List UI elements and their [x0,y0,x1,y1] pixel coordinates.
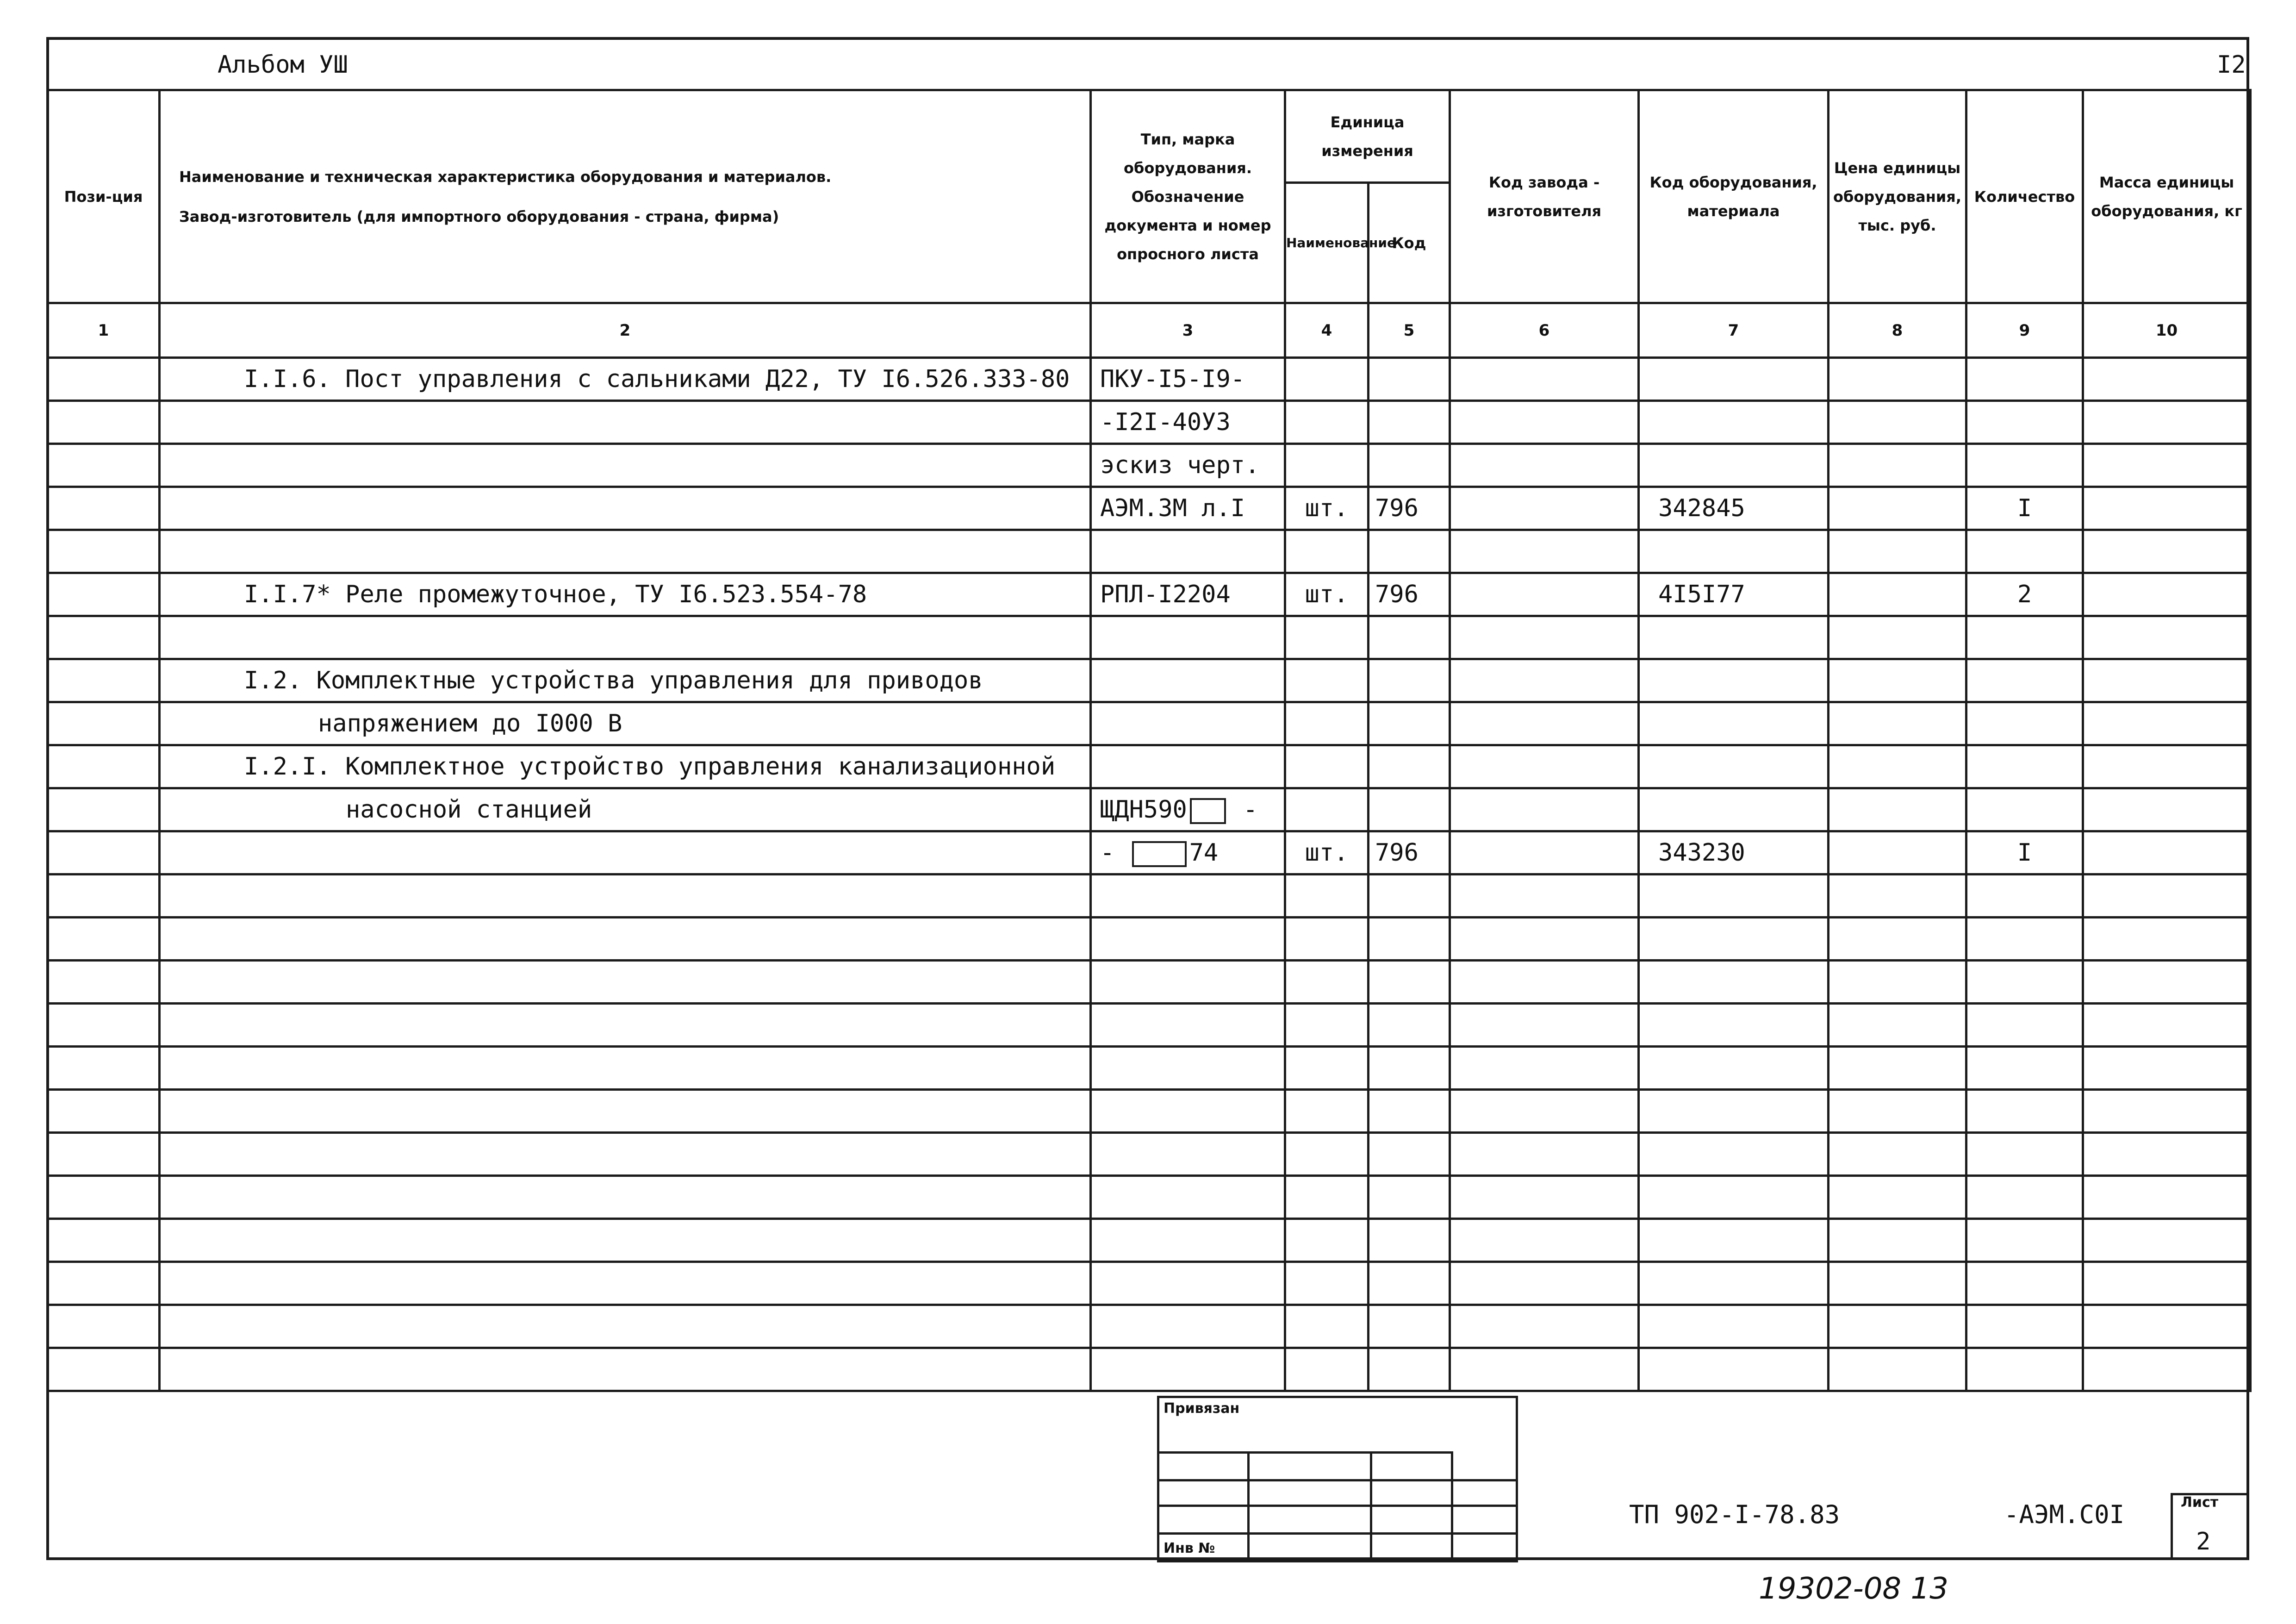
equipment-code [1639,788,1829,831]
item-name [160,530,1091,573]
column-number: 3 [1091,303,1285,358]
table-row [48,659,2251,702]
equipment-code [1639,745,1829,788]
header-name [160,90,1091,303]
quantity [1966,358,2083,401]
item-type [1091,831,1285,874]
quantity [1966,702,2083,745]
table-row [48,530,2251,573]
item-name [160,444,1091,487]
item-name [160,401,1091,444]
header-quantity: Количество [1966,90,2083,303]
empty-row [48,1176,2251,1219]
unit-name [1285,358,1369,401]
item-name [160,831,1091,874]
unit-code [1369,788,1450,831]
column-number: 5 [1369,303,1450,358]
item-type: -I2I-40УЗ [1091,401,1285,444]
unit-name [1285,702,1369,745]
item-name: напряжением до I000 В [160,702,1091,745]
empty-row [48,1219,2251,1262]
quantity [1966,659,2083,702]
unit-code [1369,616,1450,659]
unit-name: шт. [1285,573,1369,616]
column-number: 6 [1450,303,1639,358]
unit-code [1369,702,1450,745]
item-type-suffix: - [1228,795,1258,824]
item-name: I.I.6. Пост управления с сальниками Д22, ТУ I6.526.333-80 [160,358,1091,401]
unit-name [1285,401,1369,444]
item-type: РПЛ-I2204 [1091,573,1285,616]
equipment-code [1639,401,1829,444]
blank-box-icon [1132,841,1187,867]
specification-table [46,89,2252,1392]
quantity: 2 [1966,573,2083,616]
title-block [1157,1396,1527,1562]
item-type [1091,530,1285,573]
quantity [1966,401,2083,444]
equipment-code [1639,659,1829,702]
quantity [1966,530,2083,573]
header-price: Цена единицы оборудования, тыс. руб. [1829,90,1966,303]
item-type [1091,788,1285,831]
unit-name: шт. [1285,831,1369,874]
header-equipment-code: Код оборудования, материала [1639,90,1829,303]
table-row [48,831,2251,874]
header-unit-name: Наименование [1285,183,1369,303]
item-name: I.2. Комплектные устройства управления для приводов [160,659,1091,702]
quantity [1966,788,2083,831]
album-label: Альбом УШ [218,51,348,79]
item-type: ПКУ-I5-I9- [1091,358,1285,401]
item-type [1091,702,1285,745]
document-code: ТП 902-I-78.83 [1629,1500,1840,1529]
unit-code [1369,444,1450,487]
header-name-line2: Завод-изготовитель (для импортного оборудования - страна, фирма) [179,207,779,225]
blank-box-icon [1190,798,1226,824]
item-type-prefix: ЩДН590 [1100,795,1187,824]
item-type [1091,659,1285,702]
table-row [48,616,2251,659]
column-number: 8 [1829,303,1966,358]
equipment-code [1639,444,1829,487]
empty-row [48,1090,2251,1133]
corner-page-number: I2 [2217,51,2246,79]
header-mass: Масса единицы оборудования, кг [2083,90,2251,303]
column-number: 10 [2083,303,2251,358]
table-row [48,444,2251,487]
empty-row [48,1305,2251,1348]
empty-row [48,1348,2251,1391]
equipment-code: 342845 [1639,487,1829,530]
unit-name [1285,745,1369,788]
unit-name [1285,444,1369,487]
item-type [1091,745,1285,788]
document-suffix: -АЭМ.С0I [2004,1500,2125,1529]
item-type: эскиз черт. [1091,444,1285,487]
column-number: 2 [160,303,1091,358]
header-position: Пози-ция [48,90,160,303]
header-unit-code: Код [1369,183,1450,303]
unit-code: 796 [1369,831,1450,874]
empty-row [48,918,2251,961]
sheet-number: 2 [2196,1528,2211,1555]
column-number: 1 [48,303,160,358]
table-row [48,573,2251,616]
column-number: 9 [1966,303,2083,358]
table-row [48,401,2251,444]
table-row [48,788,2251,831]
unit-code [1369,659,1450,702]
unit-name [1285,659,1369,702]
equipment-code [1639,616,1829,659]
header-unit-group: Единица измерения [1285,90,1450,183]
unit-code [1369,745,1450,788]
quantity [1966,444,2083,487]
item-name [160,616,1091,659]
handwritten-inventory-note: 19302-08 13 [1759,1572,1948,1606]
equipment-code [1639,702,1829,745]
title-block-cell [1157,1479,1518,1507]
table-row [48,702,2251,745]
sheet-label: Лист [2181,1494,2219,1511]
header-plant-code: Код завода - изготовителя [1450,90,1639,303]
empty-row [48,961,2251,1004]
unit-code: 796 [1369,487,1450,530]
quantity [1966,616,2083,659]
item-type [1091,616,1285,659]
quantity [1966,745,2083,788]
unit-name [1285,530,1369,573]
empty-row [48,1133,2251,1176]
unit-code [1369,530,1450,573]
item-type-suffix: 74 [1189,838,1219,867]
unit-name [1285,616,1369,659]
unit-code [1369,401,1450,444]
item-name: насосной станцией [160,788,1091,831]
empty-row [48,874,2251,918]
unit-code: 796 [1369,573,1450,616]
unit-name: шт. [1285,487,1369,530]
header-type: Тип, марка оборудования. Обозначение документа и номер опросного листа [1091,90,1285,303]
equipment-code [1639,358,1829,401]
inventory-label: Инв № [1164,1540,1215,1556]
empty-row [48,1004,2251,1047]
unit-code [1369,358,1450,401]
table-row [48,487,2251,530]
column-number-row [48,303,2251,358]
item-name: I.I.7* Реле промежуточное, ТУ I6.523.554-78 [160,573,1091,616]
table-row [48,358,2251,401]
item-type-prefix: - [1100,838,1129,867]
equipment-code [1639,530,1829,573]
equipment-code: 4I5I77 [1639,573,1829,616]
item-type: АЭМ.ЗМ л.I [1091,487,1285,530]
column-number: 7 [1639,303,1829,358]
item-name [160,487,1091,530]
equipment-code: 343230 [1639,831,1829,874]
empty-row [48,1047,2251,1090]
quantity: I [1966,487,2083,530]
unit-name [1285,788,1369,831]
bound-label: Привязан [1164,1400,1240,1417]
item-name: I.2.I. Комплектное устройство управления канализационной [160,745,1091,788]
column-number: 4 [1285,303,1369,358]
table-row [48,745,2251,788]
empty-row [48,1262,2251,1305]
quantity: I [1966,831,2083,874]
header-name-line1: Наименование и техническая характеристика оборудования и материалов. [179,168,832,186]
